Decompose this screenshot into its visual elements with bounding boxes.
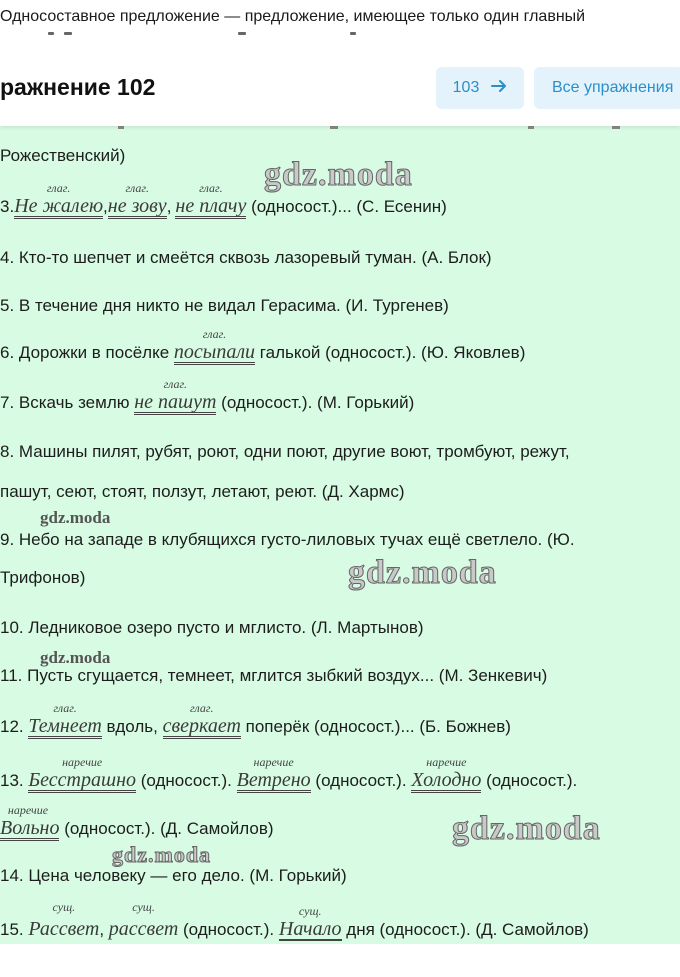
- verb-word: глаг. сверкает: [163, 716, 241, 739]
- solution-line: 15. сущ. Рассвет, сущ. рассвет (односост.). сущ. Начало дня (односост.). (Д. Самойлов): [0, 900, 589, 940]
- next-exercise-button[interactable]: [436, 67, 524, 109]
- solution-line: 5. В течение дня никто не видал Герасима. (И. Тургенев): [0, 296, 449, 315]
- solution-line: Рожественский): [0, 146, 126, 165]
- adverb-label: наречие: [253, 755, 294, 769]
- cut-off-text-line: [0, 126, 680, 134]
- verb-word: глаг. не пашут: [134, 392, 216, 415]
- noun-label: сущ.: [132, 900, 155, 914]
- watermark: gdz.moda: [40, 648, 111, 667]
- watermark: gdz.moda: [40, 508, 111, 527]
- solution-line: 11. Пусть сгущается, темнеет, мглится зыбкий воздух... (М. Зенкевич): [0, 666, 548, 685]
- noun-label: сущ.: [52, 900, 76, 914]
- watermark: gdz.moda: [452, 810, 601, 847]
- exercise-header: [0, 52, 680, 126]
- watermark: gdz.moda: [264, 156, 413, 193]
- verb-word: глаг. посыпали: [174, 342, 255, 365]
- line-number: 3.: [0, 197, 15, 216]
- intro-text: Односоставное предложение — предложение, имеющее только один главный: [0, 8, 586, 25]
- noun-word: сущ. Начало: [279, 919, 342, 941]
- verb-word: глаг. Не жалею: [14, 196, 103, 219]
- adverb-label: наречие: [7, 803, 49, 817]
- adverb-word: наречие Бесстрашно: [28, 770, 136, 793]
- solution-line: 9. Небо на западе в клубящихся густо-лиловых тучах ещё светлело. (Ю.: [0, 530, 575, 549]
- solution-line: наречие Вольно (односост.). (Д. Самойлов): [0, 818, 274, 841]
- all-exercises-button[interactable]: [534, 67, 680, 109]
- next-exercise-label: 103: [452, 79, 480, 96]
- noun-label: сущ.: [298, 904, 322, 918]
- verb-label: глаг.: [46, 181, 71, 195]
- adverb-label: наречие: [62, 755, 103, 769]
- solution-line: пашут, сеют, стоят, ползут, летают, реют. (Д. Хармс): [0, 482, 405, 501]
- adverb-word: наречие Ветрено: [237, 770, 311, 793]
- solution-line: 3. глаг. Не жалею, глаг. не зову, глаг. не плачу (односост.)... (С. Есенин): [0, 196, 447, 219]
- verb-word: глаг. не зову: [108, 196, 167, 219]
- solution-line: 6. Дорожки в посёлке глаг. посыпали галькой (односост.). (Ю. Яковлев): [0, 342, 525, 365]
- verb-label: глаг.: [163, 377, 188, 391]
- solution-image: [0, 126, 680, 944]
- noun-word: сущ. Рассвет: [28, 900, 100, 940]
- arrow-right-icon: [491, 79, 507, 98]
- noun-word: сущ. рассвет: [108, 900, 179, 940]
- solution-line: 7. Вскачь землю глаг. не пашут (односост.). (М. Горький): [0, 392, 414, 415]
- adverb-word: наречие Вольно: [0, 818, 59, 841]
- cut-off-text-line: [0, 32, 400, 46]
- verb-word: глаг. не плачу: [175, 196, 246, 219]
- exercise-title: ражнение 102: [0, 74, 156, 100]
- verb-word: глаг. Темнеет: [28, 716, 101, 739]
- solution-line: Трифонов): [0, 568, 86, 587]
- verb-label: глаг.: [199, 181, 223, 195]
- verb-label: глаг.: [125, 181, 149, 195]
- solution-line: 13. наречие Бесстрашно (односост.). наречие Ветрено (односост.). наречие Холодно (односост.).: [0, 770, 577, 793]
- solution-line: 10. Ледниковое озеро пусто и мглисто. (Л. Мартынов): [0, 618, 424, 637]
- solution-line: 14. Цена человеку — его дело. (М. Горький): [0, 866, 347, 885]
- verb-label: глаг.: [202, 327, 227, 341]
- solution-line: 8. Машины пилят, рубят, роют, одни поют, другие воют, тромбуют, режут,: [0, 442, 570, 461]
- adverb-label: наречие: [426, 755, 467, 769]
- solution-line: 12. глаг. Темнеет вдоль, глаг. сверкает поперёк (односост.)... (Б. Божнев): [0, 716, 511, 739]
- all-exercises-label: Все упражнения: [552, 79, 674, 96]
- watermark: gdz.moda: [112, 842, 212, 867]
- verb-label: глаг.: [190, 701, 214, 715]
- solution-line: 4. Кто-то шепчет и смеётся сквозь лазоревый туман. (А. Блок): [0, 248, 492, 267]
- verb-label: глаг.: [53, 701, 77, 715]
- watermark: gdz.moda: [348, 554, 497, 591]
- adverb-word: наречие Холодно: [411, 770, 481, 793]
